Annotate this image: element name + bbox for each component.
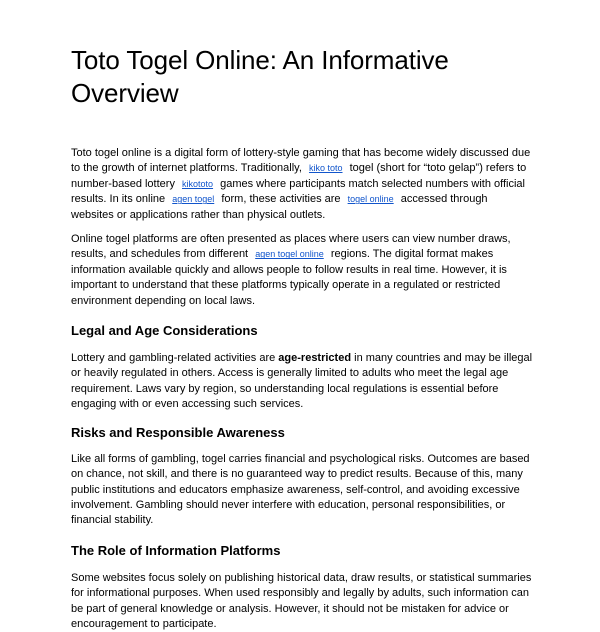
intro-paragraph [71, 146, 533, 223]
link-togel-online[interactable]: togel online [347, 194, 394, 205]
intro-text-2: togel (short for “toto gelap”) refers to number-based lottery [71, 162, 527, 190]
intro-text-3: games where participants match selected numbers with official results. In its online [71, 177, 525, 206]
link-kiko-toto[interactable]: kiko toto [308, 163, 343, 174]
legal-text-2: in many countries and may be illegal or heavily regulated in others. Access is generally limited to adults who meet the legal age requirement. Laws vary by region, so understanding local regulations is essential before engaging with or even accessing such services. [71, 352, 533, 411]
intro-text-4: form, these activities are [221, 193, 341, 206]
risks-paragraph: Like all forms of gambling, togel carries financial and psychological risks. Outcomes are based on chance, not skill, and there is no guaranteed way to predict results. Because of this, many public institutions and educators emphasize awareness, self-control, and avoiding excessive involvement. Gambling should never interfere with education, personal responsibilities, or financial stability. [71, 452, 530, 527]
platforms-text-1: Online togel platforms are often presented as places where users can view number draws, results, and schedules from different [71, 233, 511, 261]
legal-paragraph [71, 351, 533, 413]
document-body [71, 44, 533, 632]
legal-heading: Legal and Age Considerations [71, 323, 258, 339]
info-paragraph: Some websites focus solely on publishing historical data, draw results, or statistical summaries for informational purposes. When used responsibly and legally by adults, such information can be part of general knowledge or analysis. However, it should not be mistaken for advice or encouragement to participate. [71, 571, 532, 630]
intro-text-5: accessed through websites or applications rather than physical outlets. [71, 193, 488, 221]
risks-heading: Risks and Responsible Awareness [71, 424, 285, 440]
info-heading: The Role of Information Platforms [71, 542, 281, 558]
link-agen-togel-online[interactable]: agen togel online [255, 249, 324, 260]
platforms-text-2: regions. The digital format makes information available quickly and allows people to follow results in real time. However, it is important to understand that these platforms typically operate in a regulated or restricted environment depending on local laws. [71, 248, 507, 307]
legal-bold-term: age-restricted [278, 352, 352, 365]
link-agen-togel[interactable]: agen togel [172, 194, 215, 205]
legal-text-1: Lottery and gambling-related activities are [71, 352, 276, 365]
link-kikototo[interactable]: kikototo [182, 178, 214, 189]
platforms-paragraph [71, 232, 533, 309]
intro-text-1: Toto togel online is a digital form of lottery-style gaming that has become widely discussed due to the growth of internet platforms. Traditionally, [71, 147, 531, 175]
page-title: Toto Togel Online: An Informative Overview [71, 45, 449, 108]
